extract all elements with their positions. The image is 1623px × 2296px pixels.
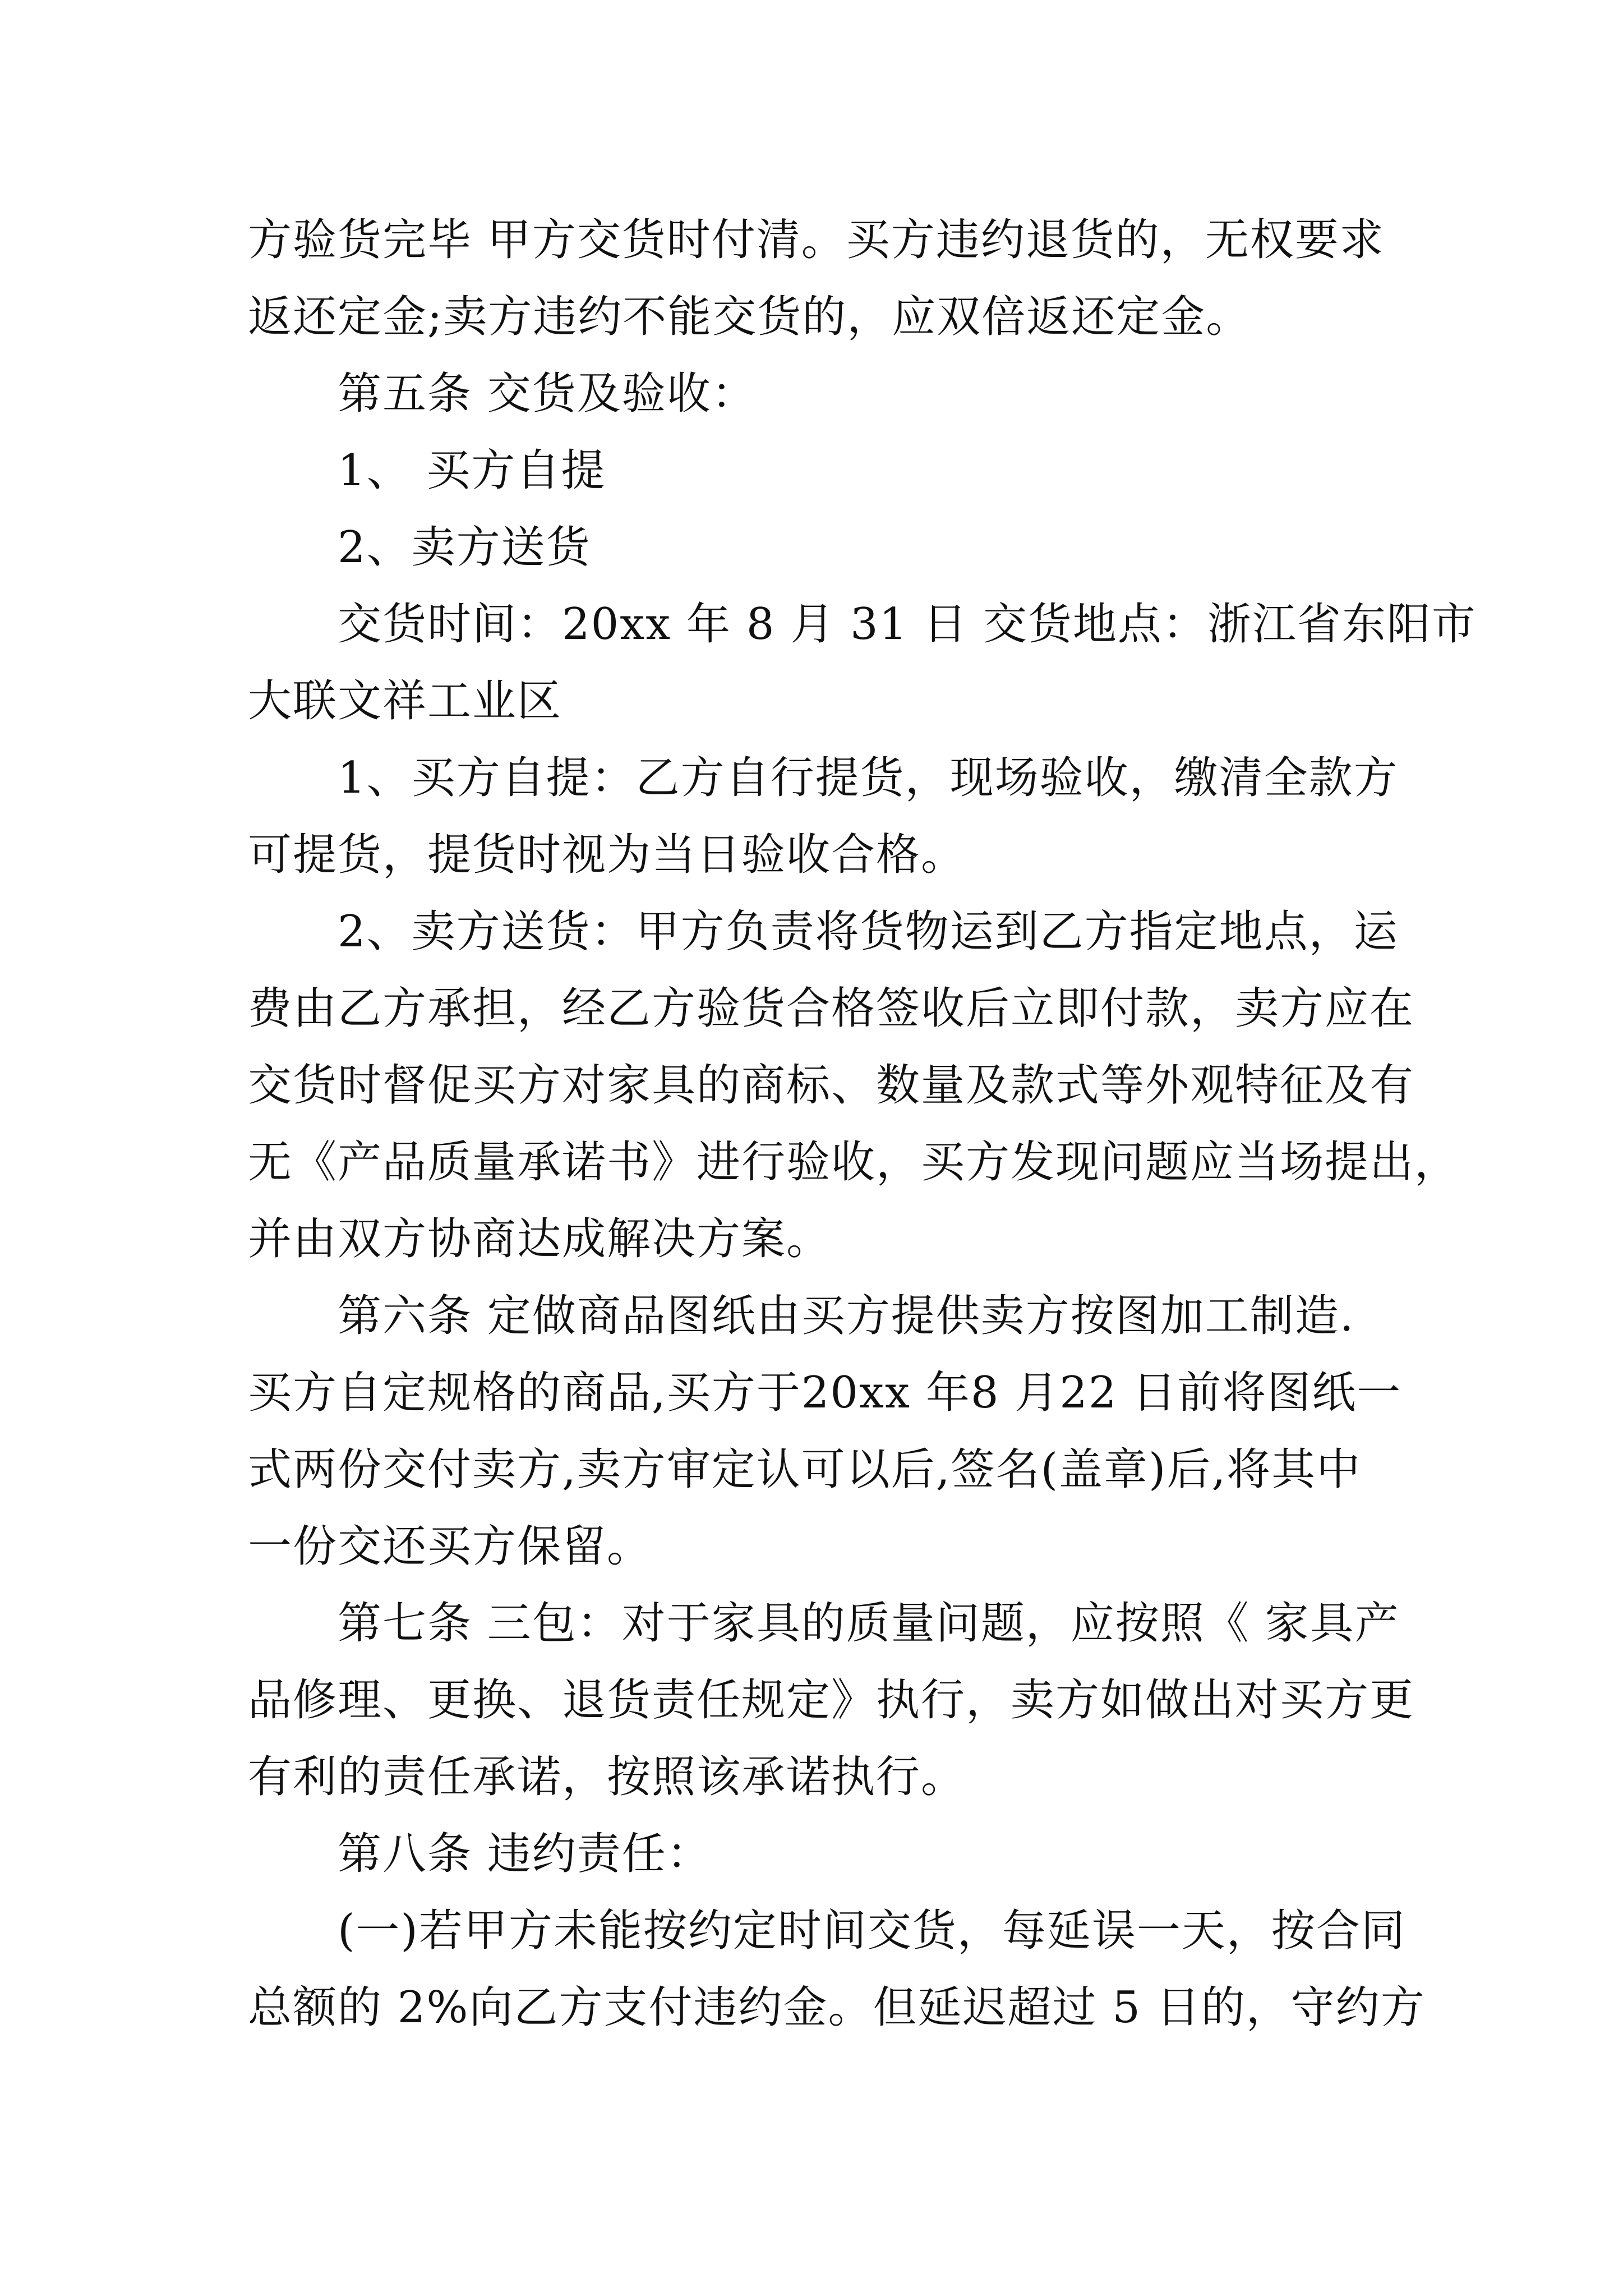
text-line: 第六条 定做商品图纸由买方提供卖方按图加工制造. <box>338 1291 1355 1341</box>
text-line: 第五条 交货及验收： <box>338 369 757 419</box>
text-line: 费由乙方承担，经乙方验货合格签收后立即付款，卖方应在 <box>248 983 1415 1034</box>
text-line: 2、卖方送货 <box>338 522 591 573</box>
text-line: 返还定金;卖方违约不能交货的，应双倍返还定金。 <box>248 292 1251 342</box>
text-line: 2、卖方送货：甲方负责将货物运到乙方指定地点，运 <box>338 907 1399 957</box>
text-line: 一份交还买方保留。 <box>248 1521 652 1572</box>
text-line: 1、 买方自提 <box>338 445 606 496</box>
text-line: (一)若甲方未能按约定时间交货，每延误一天，按合同 <box>338 1906 1406 1956</box>
text-line: 总额的 2%向乙方支付违约金。但延迟超过 5 日的，守约方 <box>248 1982 1426 2033</box>
text-line: 式两份交付卖方,卖方审定认可以后,签名(盖章)后,将其中 <box>248 1444 1362 1495</box>
text-line: 品修理、更换、退货责任规定》执行，卖方如做出对买方更 <box>248 1675 1415 1726</box>
text-line: 第八条 违约责任： <box>338 1829 712 1879</box>
text-line: 大联文祥工业区 <box>248 676 562 726</box>
contract-body-text <box>248 202 1477 2046</box>
text-line: 1、买方自提：乙方自行提货，现场验收，缴清全款方 <box>338 753 1399 803</box>
text-line: 交货时督促买方对家具的商标、数量及款式等外观特征及有 <box>248 1060 1415 1111</box>
text-line: 可提货，提货时视为当日验收合格。 <box>248 830 966 880</box>
text-line: 第七条 三包：对于家具的质量问题，应按照《 家具产 <box>338 1598 1400 1649</box>
text-line: 方验货完毕 甲方交货时付清。买方违约退货的，无权要求 <box>248 215 1385 265</box>
text-line: 无《产品质量承诺书》进行验收，买方发现问题应当场提出， <box>248 1137 1460 1188</box>
text-line: 并由双方协商达成解决方案。 <box>248 1214 832 1264</box>
text-line: 交货时间：20xx 年 8 月 31 日 交货地点：浙江省东阳市 <box>338 599 1477 650</box>
text-line: 买方自定规格的商品,买方于20xx 年8 月22 日前将图纸一 <box>248 1368 1402 1418</box>
text-line: 有利的责任承诺，按照该承诺执行。 <box>248 1752 966 1802</box>
